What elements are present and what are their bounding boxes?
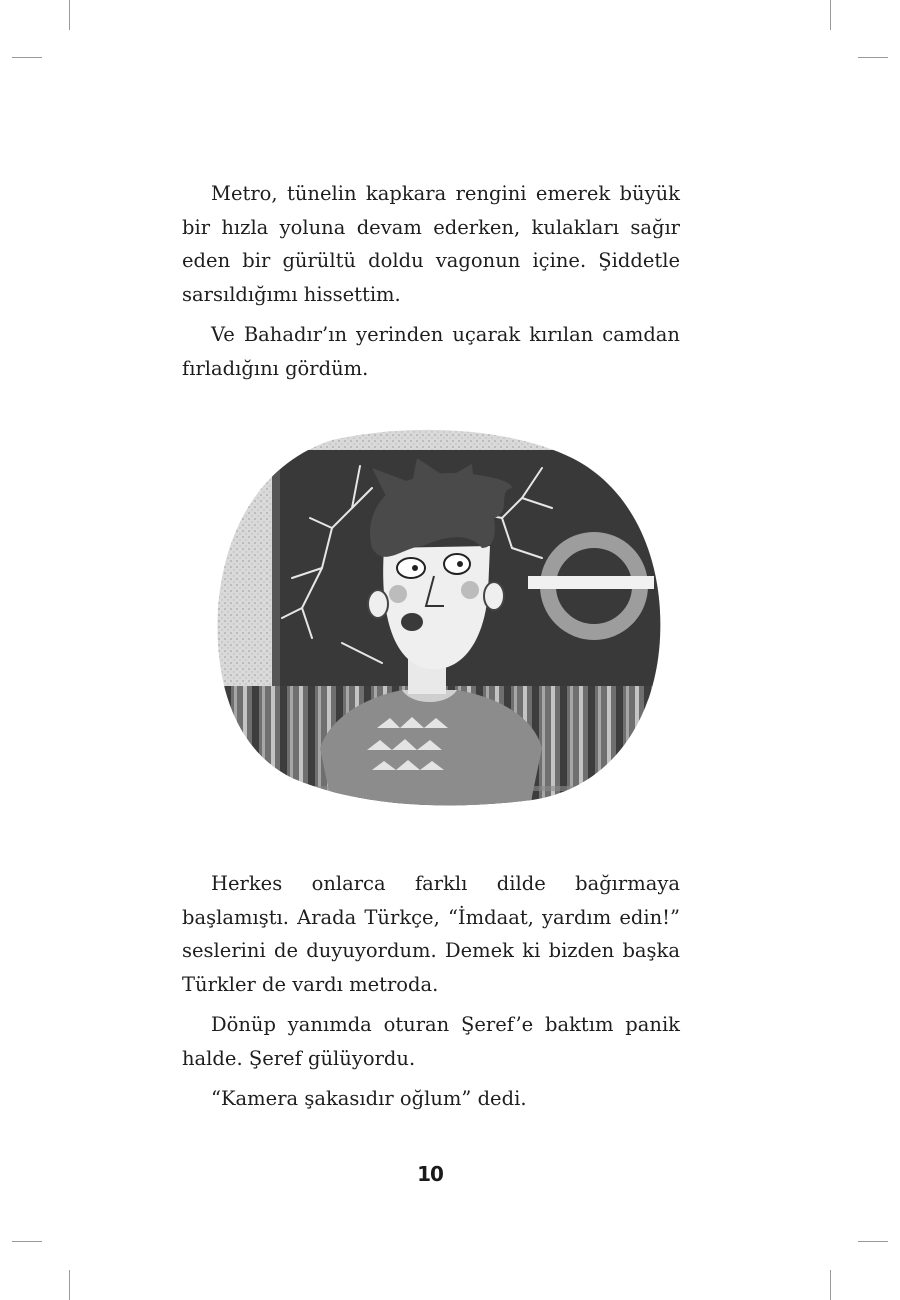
page-number: 10	[417, 1162, 443, 1186]
crop-mark	[12, 57, 42, 58]
crop-mark	[858, 57, 888, 58]
crop-mark	[69, 1270, 70, 1300]
illustration	[212, 428, 662, 806]
paragraph: Herkes onlarca farklı dilde bağırmaya başlamıştı. Arada Türkçe, “İmdaat, yardım edin!” seslerini de duyuyordum. Demek ki bizden başka Türkler de vardı metroda.	[182, 872, 680, 996]
paragraph: “Kamera şakasıdır oğlum” dedi.	[211, 1087, 527, 1110]
paragraph: Metro, tünelin kapkara rengini emerek büyük bir hızla yoluna devam ederken, kulakları sağır eden bir gürültü doldu vagonun içine. Şiddetle sarsıldığımı hissettim.	[182, 182, 680, 306]
crop-mark	[69, 0, 70, 30]
crop-mark	[830, 1270, 831, 1300]
text-block-bottom	[182, 867, 680, 1123]
crop-mark	[858, 1241, 888, 1242]
paragraph: Ve Bahadır’ın yerinden uçarak kırılan camdan fırladığını gördüm.	[182, 323, 680, 380]
text-block-top	[182, 177, 680, 392]
crop-mark	[830, 0, 831, 30]
paragraph: Dönüp yanımda oturan Şeref’e baktım panik halde. Şeref gülüyordu.	[182, 1013, 680, 1070]
crop-mark	[12, 1241, 42, 1242]
